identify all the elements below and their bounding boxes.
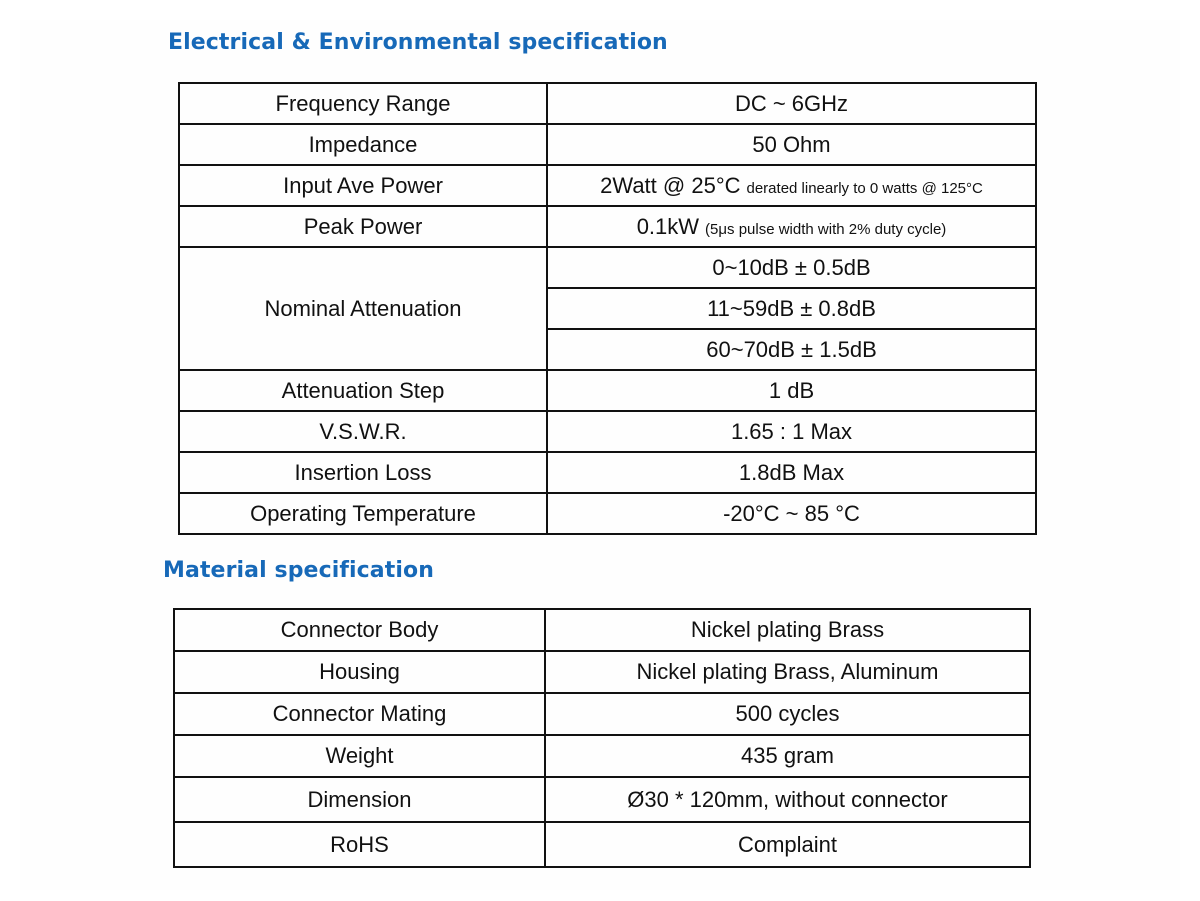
spec-label: Connector Body — [174, 609, 545, 651]
spec-value: 0.1kW — [636, 213, 700, 239]
spec-label: Weight — [174, 735, 545, 777]
spec-value: Ø30 * 120mm, without connector — [545, 777, 1030, 822]
spec-label: Frequency Range — [179, 83, 547, 124]
spec-label: Impedance — [179, 124, 547, 165]
spec-value: Complaint — [545, 822, 1030, 867]
spec-value: 1.65 : 1 Max — [547, 411, 1036, 452]
spec-label: RoHS — [174, 822, 545, 867]
spec-note: derated linearly to 0 watts @ 125°C — [746, 179, 983, 197]
material-spec-heading: Material specification — [163, 558, 434, 583]
spec-label: Nominal Attenuation — [179, 247, 547, 370]
table-row — [179, 493, 1036, 534]
table-row — [174, 822, 1030, 867]
material-spec-table — [173, 608, 1031, 868]
spec-value: 1.8dB Max — [547, 452, 1036, 493]
spec-value-cell — [547, 165, 1036, 206]
spec-value: 1 dB — [547, 370, 1036, 411]
table-row — [174, 777, 1030, 822]
spec-value-cell — [547, 206, 1036, 247]
spec-label: V.S.W.R. — [179, 411, 547, 452]
spec-note: (5μs pulse width with 2% duty cycle) — [705, 220, 947, 238]
spec-value: 435 gram — [545, 735, 1030, 777]
spec-label: Peak Power — [179, 206, 547, 247]
spec-value: -20°C ~ 85 °C — [547, 493, 1036, 534]
spec-value: 11~59dB ± 0.8dB — [547, 288, 1036, 329]
table-row — [179, 165, 1036, 206]
spec-label: Dimension — [174, 777, 545, 822]
table-row — [179, 83, 1036, 124]
spec-label: Housing — [174, 651, 545, 693]
spec-value: Nickel plating Brass, Aluminum — [545, 651, 1030, 693]
electrical-spec-heading: Electrical & Environmental specification — [168, 30, 668, 55]
spec-value: DC ~ 6GHz — [547, 83, 1036, 124]
table-row — [174, 651, 1030, 693]
table-row — [179, 452, 1036, 493]
table-row — [179, 411, 1036, 452]
table-row — [174, 609, 1030, 651]
spec-label: Connector Mating — [174, 693, 545, 735]
table-row — [174, 693, 1030, 735]
spec-label: Insertion Loss — [179, 452, 547, 493]
spec-label: Operating Temperature — [179, 493, 547, 534]
electrical-spec-table — [178, 82, 1037, 535]
table-row — [179, 370, 1036, 411]
spec-value: 50 Ohm — [547, 124, 1036, 165]
spec-value: 0~10dB ± 0.5dB — [547, 247, 1036, 288]
spec-value: 2Watt @ 25°C — [600, 172, 741, 198]
table-row — [179, 206, 1036, 247]
spec-value: 500 cycles — [545, 693, 1030, 735]
table-row — [179, 124, 1036, 165]
spec-label: Input Ave Power — [179, 165, 547, 206]
spec-label: Attenuation Step — [179, 370, 547, 411]
spec-value: 60~70dB ± 1.5dB — [547, 329, 1036, 370]
spec-value: Nickel plating Brass — [545, 609, 1030, 651]
table-row — [174, 735, 1030, 777]
table-row — [179, 247, 1036, 288]
